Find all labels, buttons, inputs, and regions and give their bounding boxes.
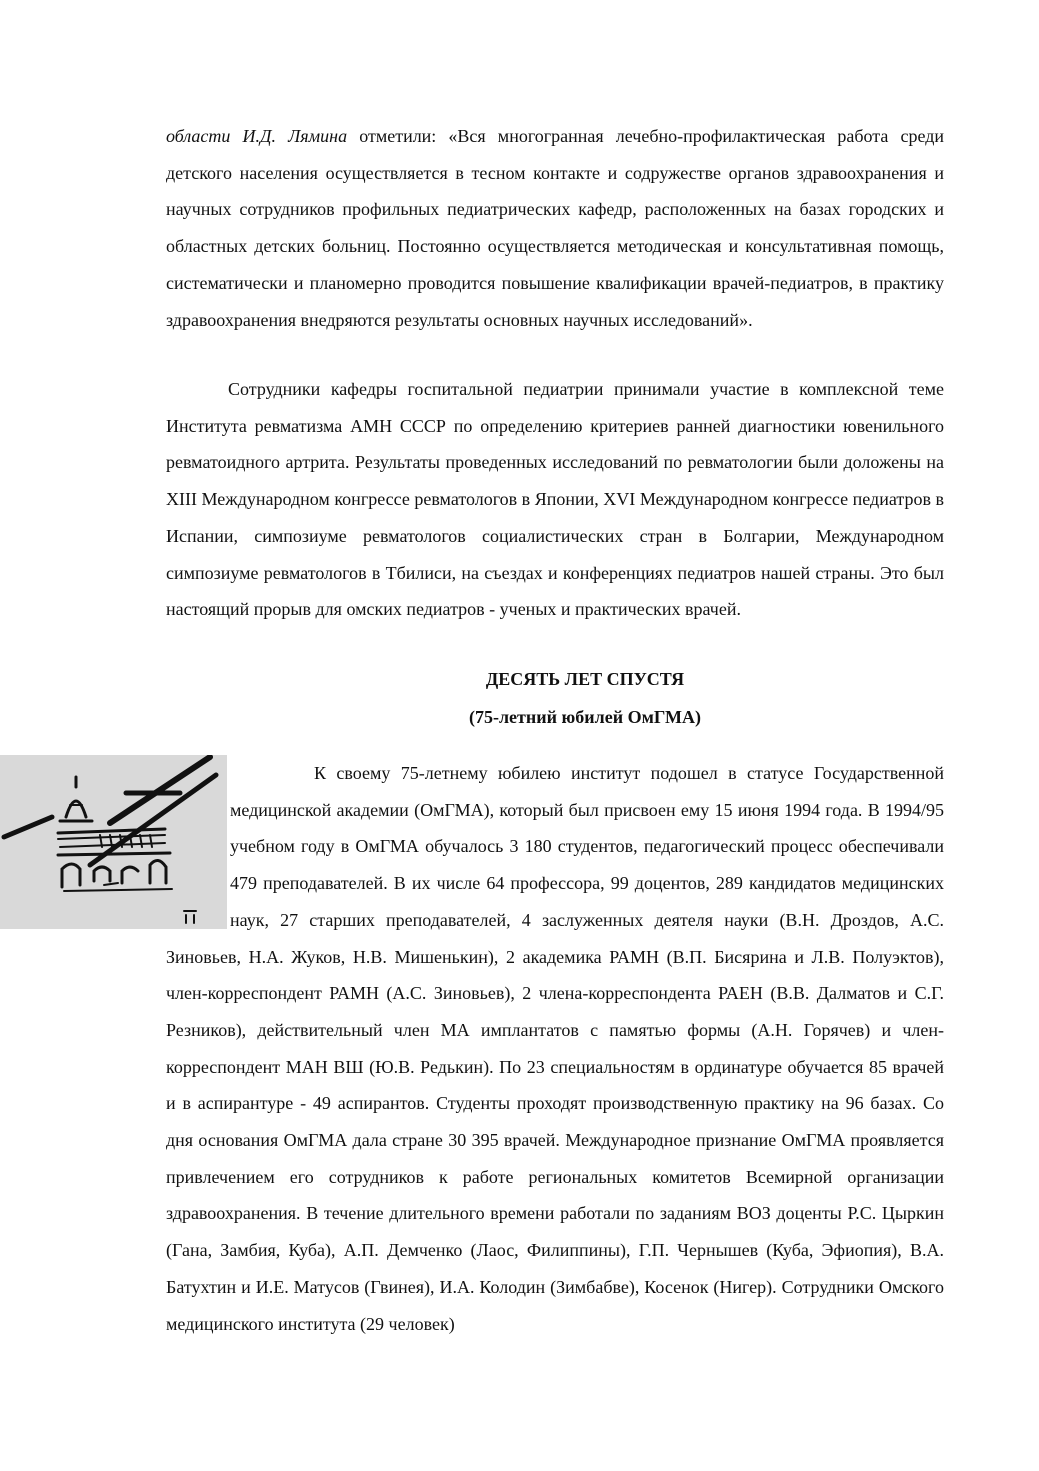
building-sketch-icon	[0, 755, 227, 929]
paragraph-3-container	[166, 755, 944, 1342]
paragraph-2: Сотрудники кафедры госпитальной педиатрии принимали участие в комплексной теме Института ревматизма АМН СССР по определению критериев ранней диагностики ювенильного ревматоидного артрита. Результаты проведенных исследований по ревматологии были доложены на XIII Международном конгрессе ревматологов в Японии, XVI Международном конгрессе педиатров в Испании, симпозиуме ревматологов социалистических стран в Болгарии, Международном симпозиуме ревматологов в Тбилиси, на съездах и конференциях педиатров нашей страны. Это был настоящий прорыв для омских педиатров - ученых и практических врачей.	[166, 379, 944, 620]
paragraph-1-text: отметили: «Вся многогранная лечебно-профилактическая работа среди детского населения осуществляется в тесном контакте и содружестве органов здравоохранения и научных сотрудников профильных педиатрических кафедр, расположенных на базах городских и областных детских больниц. Постоянно осуществляется методическая и консультативная помощь, систематически и планомерно проводится повышение квалификации врачей-педиатров, в практику здравоохранения внедряются результаты основных научных исследований».	[166, 126, 944, 330]
section-heading: ДЕСЯТЬ ЛЕТ СПУСТЯ	[485, 669, 685, 689]
paragraph-1-italic-lead: области И.Д. Лямина	[166, 126, 348, 146]
section-subheading: (75-летний юбилей ОмГМА)	[468, 707, 702, 727]
paragraph-3: К своему 75-летнему юбилею институт подошел в статусе Государственной медицинской академии (ОмГМА), который был присвоен ему 15 июня 1994 года. В 1994/95 учебном году в ОмГМА обучалось 3 180 студентов, педагогический процесс обеспечивали 479 преподавателей. В их числе 64 профессора, 99 доцентов, 289 кандидатов медицинских наук, 27 старших преподавателей, 4 заслуженных деятеля науки (В.Н. Дроздов, А.С. Зиновьев, Н.А. Жуков, Н.В. Мишенькин), 2 академика РАМН (В.П. Бисярина и Л.В. Полуэктов), член-корреспондент РАМН (А.С. Зиновьев), 2 члена-корреспондента РАЕН (В.В. Далматов и С.Г. Резников), действительный член МА имплантатов с памятью формы (А.Н. Горячев) и член-корреспондент МАН ВШ (Ю.В. Редькин). По 23 специальностям в ординатуре обучается 85 врачей и в аспирантуре - 49 аспирантов. Студенты проходят производственную практику на 96 базах. Со дня основания ОмГМА дала стране 30 395 врачей. Международное признание ОмГМА проявляется привлечением его сотрудников к работе региональных комитетов Всемирной организации здравоохранения. В течение длительного времени работали по заданиям ВОЗ доценты Р.С. Цыркин (Гана, Замбия, Куба), А.П. Демченко (Лаос, Филиппины), Г.П. Чернышев (Куба, Эфиопия), В.А. Батухтин и И.Е. Матусов (Гвинея), И.А. Колодин (Зимбабве), Косенок (Нигер). Сотрудники Омского медицинского института (29 человек)	[166, 763, 944, 1334]
paragraph-1	[166, 118, 944, 338]
